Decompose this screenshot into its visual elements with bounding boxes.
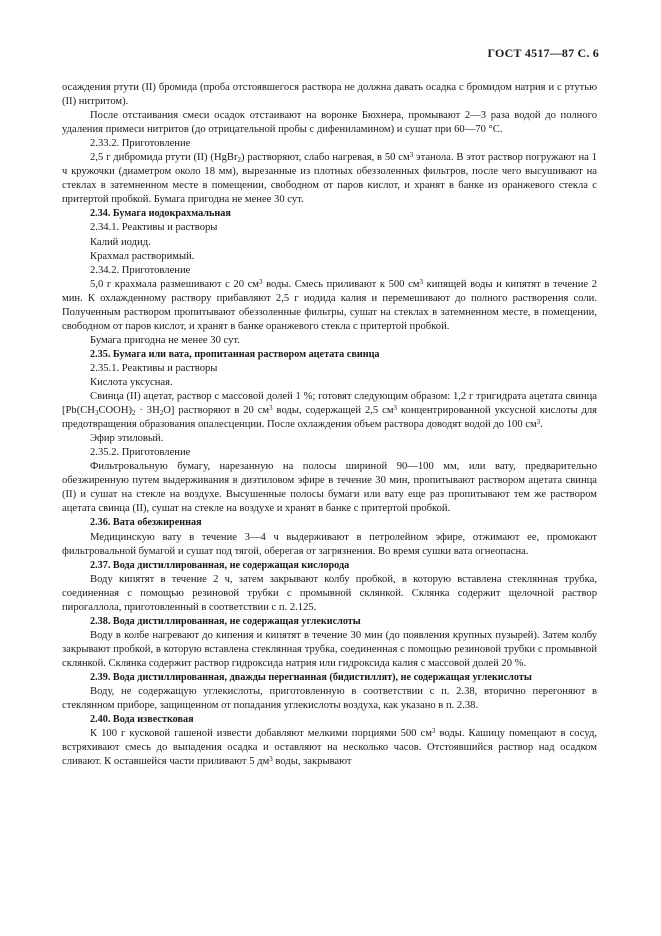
text-run: Фильтровальную бумагу, нарезанную на полосы шириной 90—100 мм, или вату, предварительно обезжиренную путем выдерживания в диэтиловом эфире в течение 30 мин, пропитывают раствором ацетата свинца (II) и сушат на стекле на воздухе. Высушенные полосы бумаги или вату еще раз пропитывают тем же раствором ацетата свинца (II), сушат на стекле на воздухе и хранят в банке с притертой пробкой. [62, 461, 597, 515]
text-run: Воду в колбе нагревают до кипения и кипятят в течение 30 мин (до появления крупных пузырей). Затем колбу закрывают пробкой, в которую вставлена стеклянная трубка, соединенная с помощью резиновой трубки с промывной склянкой. Склянка содержит раствор гидроксида натрия или гидроксида калия с массовой долей 20 %. [62, 629, 597, 669]
text-run: 2.35. Бумага или вата, пропитанная раствором ацетата свинца [90, 348, 380, 360]
text-run: После отстаивания смеси осадок отстаивают на воронке Бюхнера, промывают 2—3 раза водой до полного удаления примеси нитритов (до отрицательной пробы с дифениламином) и сушат при 60—70 °С. [62, 110, 597, 136]
paragraph [62, 81, 597, 109]
text-run: Крахмал растворимый. [90, 250, 195, 262]
text-run: Эфир этиловый. [90, 433, 164, 445]
text-run: 2.38. Вода дистиллированная, не содержащая углекислоты [90, 615, 361, 627]
paragraph [62, 460, 597, 516]
text-run: COOH) [98, 405, 133, 417]
document-body [62, 81, 597, 769]
paragraph [62, 334, 597, 348]
superscript: 3 [536, 418, 541, 427]
paragraph [62, 236, 597, 250]
paragraph [62, 727, 597, 769]
section-heading [62, 713, 597, 727]
text-run: 2.34.1. Реактивы и растворы [90, 222, 218, 234]
text-run: O] растворяют в 20 см [163, 405, 270, 417]
superscript: 3 [431, 727, 436, 736]
text-run: воды. Кашицу помещают в сосуд, встряхивают смесь до выпадения осадка и оставляют на несколько часов. Отстоявшийся раствор над осадком сливают. К оставшейся части приливают 5 дм [62, 728, 597, 768]
superscript: 3 [259, 277, 263, 286]
superscript: 3 [269, 404, 273, 413]
text-run: 2.37. Вода дистиллированная, не содержащая кислорода [90, 559, 350, 571]
text-run: Свинца (II) ацетат, раствор с массовой долей 1 %; готовят следующим образом: 1,2 г тригидрата ацетата свинца [Pb(CH [62, 391, 597, 417]
text-run: Медицинскую вату в течение 3—4 ч выдерживают в петролейном эфире, отжимают ее, промокают фильтровальной бумагой и сушат под тягой, оберегая от загрязнения. Во время сушки вата огнеопасна. [62, 531, 597, 557]
text-run: кипящей воды и кипятят в течение 2 мин. К охлажденному раствору прибавляют 2,5 г иодида калия и перемешивают до полного растворения соли. Полученным раствором пропитывают обеззоленные фильтры, сушат на стеклах в затемненном месте, в помещении, свободном от паров кислот, и хранят в банке оранжевого стекла с притертой пробкой. [62, 278, 598, 332]
text-run: 2.39. Вода дистиллированная, дважды перегнанная (бидистиллят), не содержащая углекислоты [90, 671, 532, 683]
paragraph [62, 573, 597, 615]
text-run: Кислота уксусная. [90, 376, 173, 388]
text-run: осаждения ртути (II) бромида (проба отстоявшегося раствора не должна давать осадка с бромидом натрия и с ртутью (II) нитритом). [62, 82, 597, 108]
paragraph [62, 531, 597, 559]
paragraph [62, 685, 597, 713]
text-run: . [540, 419, 543, 431]
text-run: К 100 г кусковой гашеной извести добавляют мелкими порциями 500 см [90, 728, 432, 740]
paragraph [62, 137, 597, 151]
paragraph [62, 151, 597, 207]
paragraph [62, 221, 597, 235]
text-run: 2.40. Вода известковая [90, 714, 194, 726]
text-run: 2.33.2. Приготовление [90, 138, 191, 150]
subscript: 2 [132, 409, 136, 418]
subscript: 2 [237, 156, 241, 165]
text-run: 2.34. Бумага иодокрахмальная [90, 208, 231, 220]
section-heading [62, 348, 597, 362]
text-run: Воду, не содержащую углекислоты, приготовленную в соответствии с п. 2.38, вторично перегоняют в стеклянном приборе, защищенном от попадания углекислоты воздуха, как указано в п. 2.38. [62, 686, 597, 712]
section-heading [62, 559, 597, 573]
text-run: концентрированной уксусной кислоты для предотвращения образования опалесценции. После охлаждения объем раствора доводят водой до 100 см [62, 405, 598, 431]
superscript: 3 [269, 755, 273, 764]
superscript: 3 [409, 151, 414, 160]
text-run: воды. Смесь приливают к 500 см [262, 278, 420, 290]
text-run: Бумага пригодна не менее 30 сут. [90, 334, 240, 346]
section-heading [62, 207, 597, 221]
text-run: 2.35.1. Реактивы и растворы [90, 362, 218, 374]
subscript: 2 [159, 409, 164, 418]
paragraph [62, 446, 597, 460]
text-run: 5,0 г крахмала размешивают с 20 см [90, 278, 260, 290]
paragraph [62, 362, 597, 376]
text-run: воды, закрывают [272, 756, 352, 768]
paragraph [62, 250, 597, 264]
superscript: 3 [419, 277, 423, 286]
subscript: 3 [94, 409, 99, 418]
paragraph [62, 629, 597, 671]
page-header: ГОСТ 4517—87 С. 6 [487, 46, 599, 60]
text-run: Воду кипятят в течение 2 ч, затем закрывают колбу пробкой, в которую вставлена стеклянная трубка, соединенная с помощью резиновой трубки с промывной склянкой. Склянка содержит щелочной раствор пирогаллола, приготовленный в соответствии с п. 2.125. [62, 573, 597, 613]
text-run: 2.36. Вата обезжиренная [90, 517, 202, 529]
section-heading [62, 516, 597, 530]
paragraph [62, 109, 597, 137]
superscript: 3 [393, 404, 398, 413]
text-run: · 3H [135, 405, 160, 417]
text-run: воды, содержащей 2,5 см [272, 405, 394, 417]
paragraph [62, 278, 597, 334]
text-run: 2,5 г дибромида ртути (II) (HgBr [90, 152, 238, 164]
text-run: 2.35.2. Приготовление [90, 447, 191, 459]
text-run: 2.34.2. Приготовление [90, 264, 191, 276]
text-run: ) растворяют, слабо нагревая, в 50 см [241, 152, 410, 164]
text-run: Калий иодид. [90, 236, 151, 248]
paragraph [62, 432, 597, 446]
section-heading [62, 615, 597, 629]
paragraph [62, 376, 597, 390]
paragraph [62, 264, 597, 278]
paragraph [62, 390, 597, 432]
text-run: этанола. В этот раствор погружают на 1 ч кружочки (диаметром около 18 мм), вырезанные из плотных обеззоленных фильтров, после чего высушивают на стеклах в затемненном месте в помещении, свободном от паров кислот, и хранят в банке из оранжевого стекла с притертой пробкой. Бумага пригодна не менее 30 сут. [62, 152, 597, 206]
section-heading [62, 671, 597, 685]
